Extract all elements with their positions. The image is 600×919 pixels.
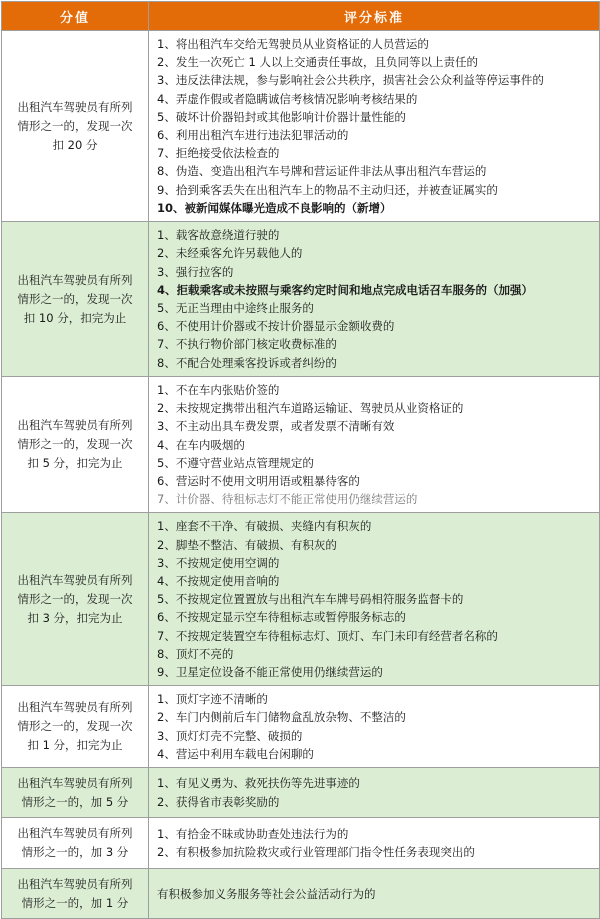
list-item: 9、 卫星定位设备不能正常使用仍继续营运的 — [157, 665, 383, 680]
list-item-new: 10、 被新闻媒体曝光造成不良影响的（新增） — [157, 200, 392, 215]
criteria-cell — [149, 869, 600, 919]
table-row-add-1 — [2, 869, 600, 919]
list-item: 1、 有拾金不昧或协助查处违法行为的 — [157, 826, 349, 841]
criteria-cell — [149, 686, 600, 768]
list-item: 6、 营运时不使用文明用语或粗暴待客的 — [157, 474, 360, 489]
criteria-cell — [149, 768, 600, 818]
list-item: 2、 脚垫不整洁、有破损、有积灰的 — [157, 537, 337, 552]
criteria-cell — [149, 513, 600, 686]
score-cell: 出租汽车驾驶员有所列情形之一的，加 1 分 — [2, 869, 149, 919]
list-item: 6、 利用出租汽车进行违法犯罪活动的 — [157, 128, 349, 143]
score-cell: 出租汽车驾驶员有所列情形之一的，发现一次扣 1 分，扣完为止 — [2, 686, 149, 768]
list-item: 4、 营运中利用车载电台闲聊的 — [157, 746, 314, 761]
criteria-cell — [149, 222, 600, 377]
score-cell: 出租汽车驾驶员有所列情形之一的，发现一次扣 3 分，扣完为止 — [2, 513, 149, 686]
criteria-cell — [149, 377, 600, 513]
list-item: 1、 将出租汽车交给无驾驶员从业资格证的人员营运的 — [157, 37, 429, 51]
list-item: 3、 顶灯灯壳不完整、破损的 — [157, 728, 303, 743]
score-cell: 出租汽车驾驶员有所列情形之一的，加 5 分 — [2, 768, 149, 818]
list-item: 5、 不按规定位置置放与出租汽车车牌号码相符服务监督卡的 — [157, 592, 464, 607]
list-item: 4、 在车内吸烟的 — [157, 437, 245, 452]
table-row-deduct-3 — [2, 513, 600, 686]
list-item: 7、 不执行物价部门核定收费标准的 — [157, 337, 337, 352]
table-row-add-5 — [2, 768, 600, 818]
header-score: 分值 — [2, 2, 149, 31]
score-cell: 出租汽车驾驶员有所列情形之一的，发现一次扣 20 分 — [2, 31, 149, 222]
criteria-text: 有积极参加义务服务等社会公益活动行为的 — [157, 886, 376, 901]
list-item: 4、 弄虚作假或者隐瞒诚信考核情况影响考核结果的 — [157, 91, 418, 106]
list-item: 2、 发生一次死亡 1 人以上交通责任事故，且负同等以上责任的 — [157, 55, 478, 70]
list-item: 1、 有见义勇为、救死扶伤等先进事迹的 — [157, 776, 360, 791]
header-criteria: 评分标准 — [149, 2, 600, 31]
score-cell: 出租汽车驾驶员有所列情形之一的，发现一次扣 5 分，扣完为止 — [2, 377, 149, 513]
list-item: 5、 不遵守营业站点管理规定的 — [157, 455, 314, 470]
list-item: 7、 计价器、待租标志灯不能正常使用仍继续营运的 — [157, 492, 418, 507]
table-header-row — [2, 2, 600, 31]
list-item: 8、 伪造、变造出租汽车号牌和营运证件非法从事出租汽车营运的 — [157, 164, 487, 179]
list-item: 5、 无正当理由中途终止服务的 — [157, 301, 314, 316]
list-item: 2、 车门内侧前后车门储物盒乱放杂物、不整洁的 — [157, 710, 406, 725]
scoring-table — [1, 1, 600, 919]
list-item: 2、 获得省市表彰奖励的 — [157, 794, 280, 809]
list-item: 1、 座套不干净、有破损、夹缝内有积灰的 — [157, 519, 372, 534]
table-row-add-3 — [2, 818, 600, 869]
list-item: 6、 不按规定显示空车待租标志或暂停服务标志的 — [157, 610, 406, 625]
table-row-deduct-5 — [2, 377, 600, 513]
list-item: 6、 不使用计价器或不按计价器显示金额收费的 — [157, 319, 395, 334]
list-item-strengthened: 4、 拒载乘客或未按照与乘客约定时间和地点完成电话召车服务的（加强） — [157, 282, 534, 297]
list-item: 9、 拾到乘客丢失在出租汽车上的物品不主动归还，并被查证属实的 — [157, 182, 498, 197]
list-item: 3、 违反法律法规，参与影响社会公共秩序，损害社会公众利益等停运事件的 — [157, 73, 544, 88]
list-item: 1、 顶灯字迹不清晰的 — [157, 692, 268, 707]
list-item: 1、 不在车内张贴价签的 — [157, 383, 280, 398]
table-row-deduct-10 — [2, 222, 600, 377]
score-cell: 出租汽车驾驶员有所列情形之一的，加 3 分 — [2, 818, 149, 869]
list-item: 3、 强行拉客的 — [157, 264, 234, 279]
list-item: 7、 不按规定装置空车待租标志灯、顶灯、车门未印有经营者名称的 — [157, 628, 498, 643]
list-item: 8、 顶灯不亮的 — [157, 646, 234, 661]
list-item: 5、 破坏计价器铅封或其他影响计价器计量性能的 — [157, 109, 406, 124]
list-item: 3、 不按规定使用空调的 — [157, 555, 280, 570]
criteria-cell — [149, 818, 600, 869]
list-item: 7、 拒绝接受依法检查的 — [157, 146, 280, 161]
list-item: 2、 有积极参加抗险救灾或行业管理部门指令性任务表现突出的 — [157, 845, 475, 860]
list-item: 2、 未经乘客允许另载他人的 — [157, 246, 303, 261]
score-cell: 出租汽车驾驶员有所列情形之一的，发现一次扣 10 分，扣完为止 — [2, 222, 149, 377]
list-item: 8、 不配合处理乘客投诉或者纠纷的 — [157, 355, 337, 370]
list-item: 1、 载客故意绕道行驶的 — [157, 228, 280, 243]
table-row-deduct-20 — [2, 31, 600, 222]
list-item: 2、 未按规定携带出租汽车道路运输证、驾驶员从业资格证的 — [157, 401, 464, 416]
list-item: 3、 不主动出具车费发票，或者发票不清晰有效 — [157, 419, 395, 434]
list-item: 4、 不按规定使用音响的 — [157, 574, 280, 589]
table-row-deduct-1 — [2, 686, 600, 768]
criteria-cell — [149, 31, 600, 222]
